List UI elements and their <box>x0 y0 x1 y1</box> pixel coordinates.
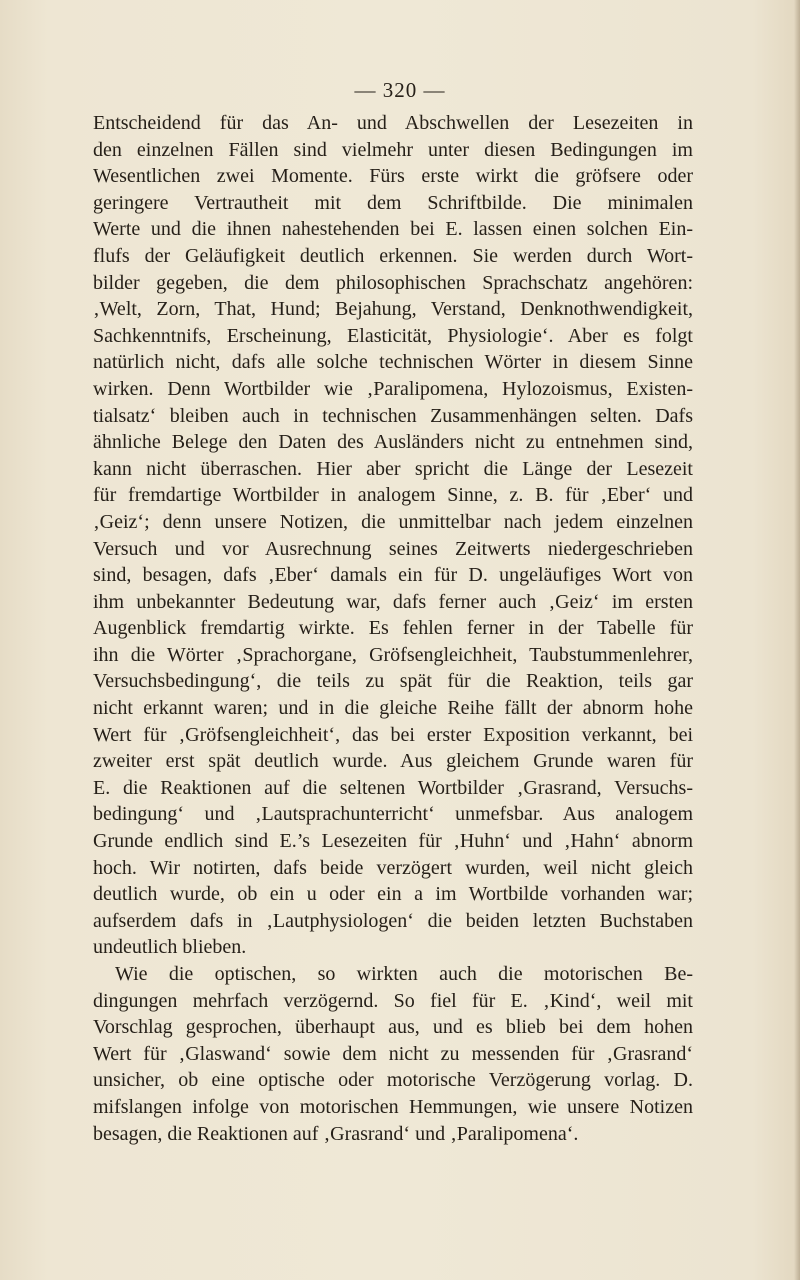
text-line: Entscheidend für das An- und Abschwellen der Lesezeiten in <box>93 112 693 134</box>
text-line: ‚Geiz‘; denn unsere Notizen, die unmittelbar nach jedem einzelnen <box>93 510 693 533</box>
text-line: kann nicht überraschen. Hier aber spricht die Länge der Lesezeit <box>93 457 693 480</box>
paragraph-2 <box>93 961 693 1147</box>
text-line: undeutlich blieben. <box>93 936 247 959</box>
text-line: flufs der Geläufigkeit deutlich erkennen. Sie werden durch Wort- <box>93 244 693 267</box>
text-line: Wesentlichen zwei Momente. Fürs erste wirkt die gröfsere oder <box>93 165 693 188</box>
page-edge-shadow <box>794 0 800 1280</box>
text-line: ihm unbekannter Bedeutung war, dafs ferner auch ‚Geiz‘ im ersten <box>93 590 693 613</box>
text-line: zweiter erst spät deutlich wurde. Aus gleichem Grunde waren für <box>93 750 693 773</box>
text-line: Werte und die ihnen nahestehenden bei E. lassen einen solchen Ein- <box>93 218 693 241</box>
paragraph-1 <box>93 110 693 961</box>
text-line: geringere Vertrautheit mit dem Schriftbilde. Die minimalen <box>93 191 693 214</box>
text-line: Wert für ‚Gröfsengleichheit‘, das bei erster Exposition verkannt, bei <box>93 723 693 746</box>
text-line: Augenblick fremdartig wirkte. Es fehlen ferner in der Tabelle für <box>93 617 693 640</box>
text-line: natürlich nicht, dafs alle solche technischen Wörter in diesem Sinne <box>93 351 693 374</box>
text-line: unsicher, ob eine optische oder motorische Verzögerung vorlag. D. <box>93 1069 693 1092</box>
text-line: ihn die Wörter ‚Sprachorgane, Gröfsengleichheit, Taubstummenlehrer, <box>93 643 693 666</box>
text-line: aufserdem dafs in ‚Lautphysiologen‘ die beiden letzten Buchstaben <box>93 909 693 932</box>
text-line: ‚Welt, Zorn, That, Hund; Bejahung, Verstand, Denknothwendigkeit, <box>93 298 693 321</box>
text-line: hoch. Wir notirten, dafs beide verzögert wurden, weil nicht gleich <box>93 856 693 879</box>
text-line: deutlich wurde, ob ein u oder ein a im Wortbilde vorhanden war; <box>93 883 693 906</box>
text-line: Vorschlag gesprochen, überhaupt aus, und es blieb bei dem hohen <box>93 1016 693 1039</box>
text-line: Grunde endlich sind E.’s Lesezeiten für ‚Huhn‘ und ‚Hahn‘ abnorm <box>93 830 693 853</box>
text-line: Wert für ‚Glaswand‘ sowie dem nicht zu messenden für ‚Grasrand‘ <box>93 1042 693 1065</box>
text-line: dingungen mehrfach verzögernd. So fiel für E. ‚Kind‘, weil mit <box>93 989 693 1012</box>
text-line: nicht erkannt waren; und in die gleiche Reihe fällt der abnorm hohe <box>93 697 693 720</box>
text-line: Versuch und vor Ausrechnung seines Zeitwerts niedergeschrieben <box>93 537 693 560</box>
text-line: sind, besagen, dafs ‚Eber‘ damals ein für D. ungeläufiges Wort von <box>93 564 693 587</box>
text-line: Wie die optischen, so wirkten auch die motorischen Be- <box>115 963 693 985</box>
text-line: wirken. Denn Wortbilder wie ‚Paralipomena, Hylozoismus, Existen- <box>93 377 693 400</box>
text-line: bedingung‘ und ‚Lautsprachunterricht‘ unmefsbar. Aus analogem <box>93 803 693 826</box>
text-line: besagen, die Reaktionen auf ‚Grasrand‘ und ‚Paralipomena‘. <box>93 1122 579 1145</box>
body-text <box>93 110 693 1147</box>
text-line: tialsatz‘ bleiben auch in technischen Zusammenhängen selten. Dafs <box>93 404 693 427</box>
text-line: bilder gegeben, die dem philosophischen Sprachschatz angehören: <box>93 271 693 294</box>
text-line: mifslangen infolge von motorischen Hemmungen, wie unsere Notizen <box>93 1095 693 1118</box>
text-line: den einzelnen Fällen sind vielmehr unter diesen Bedingungen im <box>93 138 693 161</box>
text-line: Sachkenntnifs, Erscheinung, Elasticität, Physiologie‘. Aber es folgt <box>93 324 693 347</box>
page-number: — 320 — <box>354 78 446 102</box>
text-line: ähnliche Belege den Daten des Ausländers nicht zu entnehmen sind, <box>93 431 693 454</box>
text-line: Versuchsbedingung‘, die teils zu spät für die Reaktion, teils gar <box>93 670 693 693</box>
text-line: für fremdartige Wortbilder in analogem Sinne, z. B. für ‚Eber‘ und <box>93 484 693 507</box>
text-line: E. die Reaktionen auf die seltenen Wortbilder ‚Grasrand, Versuchs- <box>93 776 693 799</box>
